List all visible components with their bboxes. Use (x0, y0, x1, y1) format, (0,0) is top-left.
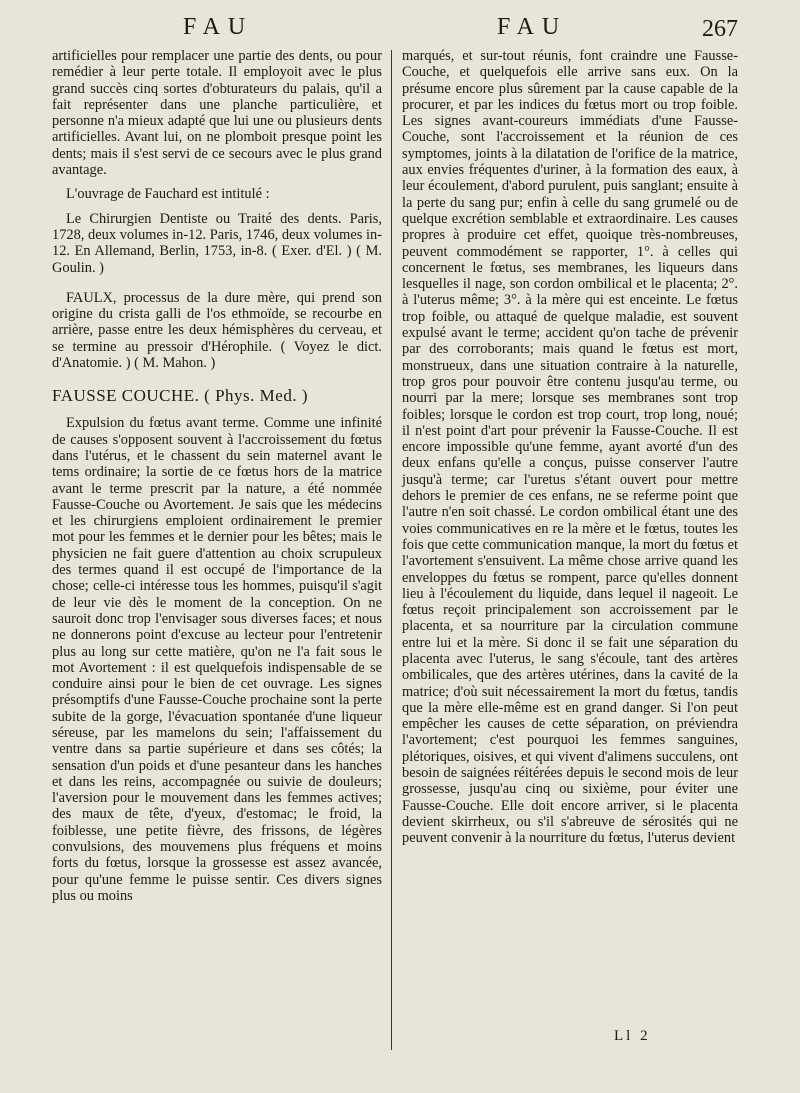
left-paragraph-5: Expulsion du fœtus avant terme. Comme une infinité de causes s'opposent souvent à l'accroissement du fœtus dans l'utérus, et le chassent du sein maternel avant le tems ordinaire; la sortie de ce fœtus hors de la matrice avant le terme prescrit par la nature, a été nommée Fausse-Couche ou Avortement. Je sais que les médecins et les chirurgiens emploient ordinairement le premier mot pour les femmes et le dernier pour les bêtes; mais le physicien ne fait guere d'attention au choix scrupuleux des termes quand il est occupé de l'importance de la chose; celle-ci intéresse tous les hommes, puisqu'il s'agit de leur vie dès le moment de la conception. On ne sauroit donc trop l'envisager sous diverses faces; et nous ne donnerons point d'excuse au lecteur pour l'entretenir plus au long sur cette matière, qu'on ne l'a fait sous le mot Avortement : il est quelquefois indispensable de se conduire ainsi pour le bien de cet ouvrage. Les signes présomptifs d'une Fausse-Couche prochaine sont la perte subite de la gorge, l'évacuation spontanée d'une liqueur séreuse, par les mamelons du sein; l'affaissement du ventre dans sa partie supérieure et dans ses côtés; la sensation d'un poids et d'une pesanteur dans les hanches et dans les reins, accompagnée ou suivie de douleurs; l'aversion pour le mouvement dans les femmes actives; des maux de tête, d'yeux, d'estomac; le froid, la foiblesse, une petite fièvre, des frissons, de légères convulsions, des mouvemens plus fréquens et moins forts du fœtus, lorsque la grossesse est assez avancée, pour qu'une femme le puisse sentir. Ces divers signes plus ou moins (52, 415, 382, 904)
running-head-left-word: FAU (183, 14, 254, 40)
left-paragraph-1: artificielles pour remplacer une partie des dents, ou pour remédier à leur perte totale. Il employoit avec le plus grand succès cinq sortes d'obturateurs du palais, qu'il a fait représenter dans une planche particulière, et personne n'a mieux adapté que lui une ou plusieurs dents artificielles. Avant lui, on ne plomboit presque point les dents; mais il s'est servi de ce secours avec le plus grand avantage. (52, 48, 382, 179)
signature-mark: Ll 2 (614, 1028, 651, 1044)
right-column (402, 48, 738, 847)
left-column (52, 48, 382, 904)
running-head (0, 12, 800, 44)
left-paragraph-2: L'ouvrage de Fauchard est intitulé : (66, 186, 270, 203)
left-paragraph-4: FAULX, processus de la dure mère, qui prend son origine du crista galli de l'os ethmoïde, se recourbe en arrière, passe entre les deux hémisphères du cerveau, et se termine au pressoir d'Hérophile. ( Voyez le dict. d'Anatomie. ) ( M. Mahon. ) (52, 289, 382, 372)
column-divider (391, 50, 392, 1050)
section-heading: FAUSSE COUCHE. ( Phys. Med. ) (52, 386, 308, 406)
page-number: 267 (702, 16, 738, 42)
running-head-right-word: FAU (497, 14, 568, 40)
right-paragraph-1: marqués, et sur-tout réunis, font craindre une Fausse-Couche, et quelquefois elle arrive sans eux. On la présume encore plus sûrement par la cause capable de la procurer, et par les indices du fœtus mort ou trop foible. Les signes avant-coureurs immédiats d'une Fausse-Couche, sont l'accroissement et la réunion de ces symptomes, joints à la dilatation de l'orifice de la matrice, aux envies fréquentes d'uriner, à la formation des eaux, à leur écoulement, d'abord purulent, puis sanglant; ensuite à la perte du sang pur; enfin à celle du sang grumelé ou de quelque excrétion semblable et extraordinaire. Les causes propres à produire cet effet, quoique très-nombreuses, peuvent commodément se rapporter, 1°. à celles qui concernent le fœtus, ses membranes, les liqueurs dans lesquelles il nage, son cordon ombilical et le placenta; 2°. à l'uterus même; 3°. à la mère qui est enceinte. Le fœtus trop foible, ou attaqué de quelque maladie, est souvent expulsé avant le terme; accident qu'on tache de prévenir par des corroborants; mais quand le fœtus est mort, monstrueux, dans une situation contraire à la naturelle, trop gros pour pouvoir être contenu jusqu'au terme, ou nourri par la mere; lorsque ses membranes sont trop foibles; lorsque le cordon est trop court, trop long, noué; il n'est point d'art pour prévenir la Fausse-Couche. Il est encore impossible qu'une femme, ayant avorté d'un des deux enfans qu'elle a conçus, puisse conserver l'autre jusqu'à terme; car l'uretus s'étant ouvert pour mettre dehors le premier de ces enfans, ne se referme point que l'autre n'en soit chassé. Le cordon ombilical étant une des voies communicatives en re la mère et le fœtus, toutes les fois que cette communication manque, la mort du fœtus et l'avortement s'ensuivent. La même chose arrive quand les enveloppes du fœtus se rompent, parce qu'elles donnent lieu à l'écoulement du liquide, dans lequel il nageoit. Le fœtus reçoit principalement son accroissement par le placenta, et sa nourriture par la circulation commune entre lui et la mère. Si donc il se fait une séparation du placenta avec l'uterus, le sang s'écoule, tant des artères ombilicales, que des artères utérines, dans la cavité de la matrice; d'où suit nécessairement la mort du fœtus, tandis que la mère elle-même est en grand danger. Si l'on peut empêcher les causes de cette séparation, on préviendra l'avortement; c'est pourquoi les femmes sanguines, plétoriques, oisives, et qui vivent d'alimens succulens, ont besoin de saignées réitérées depuis le second mois de leur grossesse, jusqu'au cinq ou sixième, pour éviter une Fausse-Couche. Elle doit encore arriver, si le placenta devient skirrheux, ou s'il s'abreuve de sérosités qui ne peuvent convenir à la nourriture du fœtus, l'uterus devient (402, 48, 738, 847)
left-paragraph-3: Le Chirurgien Dentiste ou Traité des dents. Paris, 1728, deux volumes in-12. Paris, 1746, deux volumes in-12. En Allemand, Berlin, 1753, in-8. ( Exer. d'El. ) ( M. Goulin. ) (52, 210, 382, 276)
